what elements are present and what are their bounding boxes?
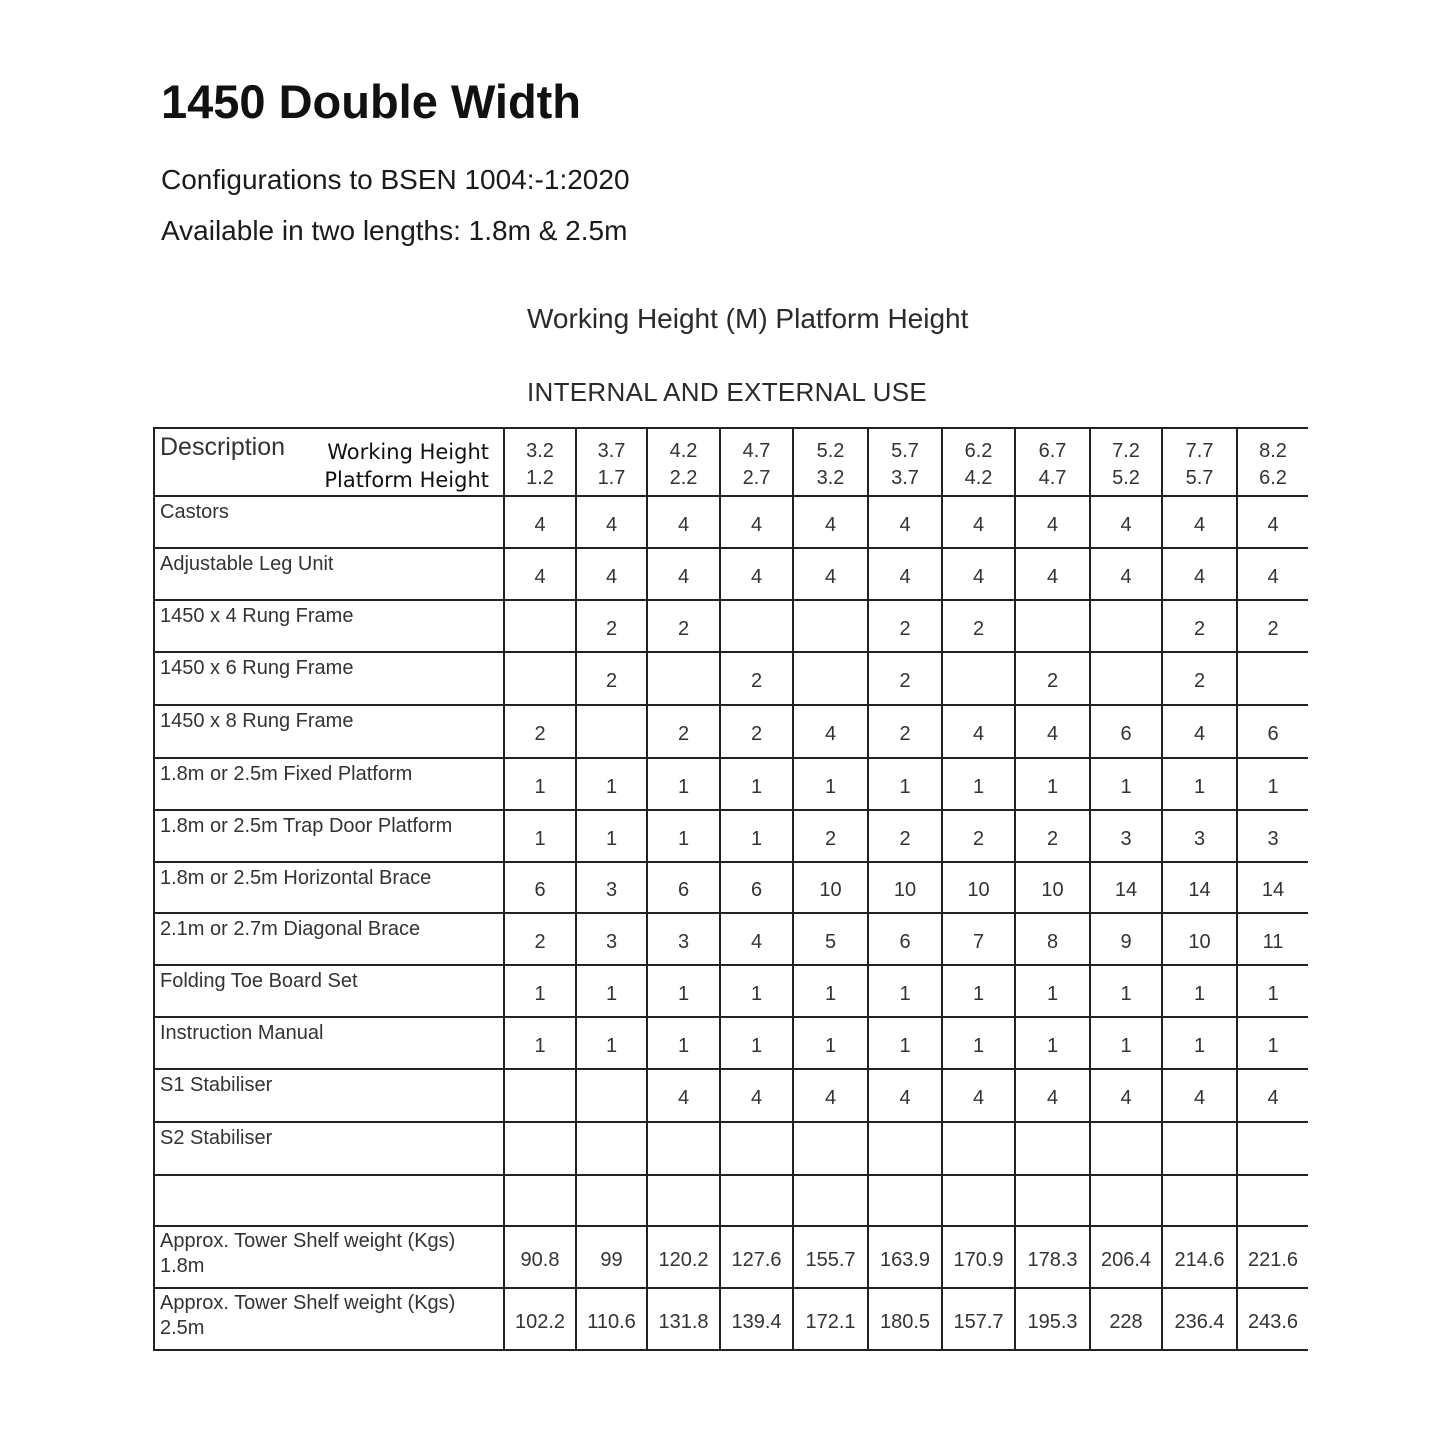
header-height-cell	[793, 428, 868, 496]
quantity-cell: 2	[868, 652, 942, 705]
quantity-cell: 4	[793, 1069, 868, 1122]
weight-cell: 195.3	[1015, 1288, 1090, 1350]
quantity-cell: 1	[1090, 965, 1162, 1017]
quantity-cell: 1	[868, 965, 942, 1017]
quantity-cell: 4	[793, 548, 868, 600]
weight-cell: 228	[1090, 1288, 1162, 1350]
quantity-cell	[504, 1122, 576, 1175]
quantity-cell: 2	[868, 810, 942, 862]
component-label: Castors	[154, 496, 504, 548]
weight-cell: 221.6	[1237, 1226, 1308, 1288]
quantity-cell: 4	[576, 496, 647, 548]
platform-height-value: 5.2	[1112, 467, 1140, 489]
quantity-cell: 10	[1015, 862, 1090, 913]
weight-cell: 243.6	[1237, 1288, 1308, 1350]
table-row	[154, 705, 1308, 758]
configuration-table	[153, 427, 1308, 1351]
quantity-cell: 6	[720, 862, 793, 913]
quantity-cell	[1090, 600, 1162, 652]
platform-height-label: Platform Height	[324, 468, 489, 492]
working-height-value: 7.7	[1185, 440, 1214, 462]
quantity-cell	[793, 600, 868, 652]
quantity-cell: 1	[1162, 1017, 1237, 1069]
quantity-cell: 2	[1162, 652, 1237, 705]
header-height-cell	[1015, 428, 1090, 496]
quantity-cell: 4	[1162, 548, 1237, 600]
header-height-cell	[647, 428, 720, 496]
component-label: 1.8m or 2.5m Trap Door Platform	[154, 810, 504, 862]
weight-cell: 99	[576, 1226, 647, 1288]
quantity-cell: 2	[1162, 600, 1237, 652]
table-caption: Working Height (M) Platform Height	[527, 303, 969, 334]
weight-cell: 157.7	[942, 1288, 1015, 1350]
working-height-value: 7.2	[1112, 440, 1140, 462]
quantity-cell: 4	[942, 1069, 1015, 1122]
header-height-cell	[942, 428, 1015, 496]
working-height-label: Working Height	[327, 440, 489, 464]
quantity-cell: 1	[576, 965, 647, 1017]
weight-cell: 139.4	[720, 1288, 793, 1350]
quantity-cell	[942, 652, 1015, 705]
quantity-cell: 1	[868, 758, 942, 810]
weight-cell: 180.5	[868, 1288, 942, 1350]
platform-height-value: 5.7	[1185, 467, 1214, 489]
quantity-cell	[868, 1175, 942, 1226]
weight-cell: 110.6	[576, 1288, 647, 1350]
quantity-cell	[720, 600, 793, 652]
working-height-value: 5.2	[816, 440, 845, 462]
weight-cell: 206.4	[1090, 1226, 1162, 1288]
standard-subtitle: Configurations to BSEN 1004:-1:2020	[161, 164, 630, 195]
working-height-value: 6.2	[964, 440, 993, 462]
quantity-cell: 1	[1237, 1017, 1308, 1069]
quantity-cell: 4	[1015, 705, 1090, 758]
height-legend	[324, 438, 489, 494]
header-height-cell	[504, 428, 576, 496]
quantity-cell: 6	[1090, 705, 1162, 758]
weight-label	[154, 1226, 504, 1288]
quantity-cell: 10	[868, 862, 942, 913]
weight-label	[154, 1288, 504, 1350]
component-label: 1.8m or 2.5m Horizontal Brace	[154, 862, 504, 913]
quantity-cell	[1015, 1175, 1090, 1226]
quantity-cell: 2	[647, 600, 720, 652]
quantity-cell: 14	[1090, 862, 1162, 913]
quantity-cell: 4	[720, 496, 793, 548]
table-row	[154, 810, 1308, 862]
quantity-cell: 4	[1162, 496, 1237, 548]
table-row	[154, 1175, 1308, 1226]
quantity-cell: 4	[1015, 1069, 1090, 1122]
quantity-cell	[720, 1175, 793, 1226]
quantity-cell	[793, 652, 868, 705]
weight-cell: 120.2	[647, 1226, 720, 1288]
quantity-cell: 4	[942, 705, 1015, 758]
quantity-cell: 1	[1162, 758, 1237, 810]
quantity-cell: 4	[504, 496, 576, 548]
quantity-cell: 1	[647, 1017, 720, 1069]
quantity-cell: 1	[504, 1017, 576, 1069]
quantity-cell: 1	[576, 758, 647, 810]
quantity-cell: 4	[647, 496, 720, 548]
quantity-cell: 6	[1237, 705, 1308, 758]
working-height-value: 3.2	[526, 440, 554, 462]
quantity-cell: 1	[576, 810, 647, 862]
quantity-cell: 1	[647, 810, 720, 862]
quantity-cell: 4	[504, 548, 576, 600]
quantity-cell: 4	[1015, 548, 1090, 600]
quantity-cell: 4	[868, 1069, 942, 1122]
component-label: Folding Toe Board Set	[154, 965, 504, 1017]
quantity-cell	[1237, 652, 1308, 705]
weight-cell: 170.9	[942, 1226, 1015, 1288]
quantity-cell: 1	[793, 965, 868, 1017]
quantity-cell: 1	[793, 1017, 868, 1069]
quantity-cell: 4	[1237, 548, 1308, 600]
use-caption: INTERNAL AND EXTERNAL USE	[527, 377, 928, 407]
header-height-cell	[1090, 428, 1162, 496]
working-height-value: 3.7	[597, 440, 626, 462]
quantity-cell: 1	[647, 758, 720, 810]
quantity-cell: 2	[1015, 810, 1090, 862]
quantity-cell: 4	[1015, 496, 1090, 548]
quantity-cell: 11	[1237, 913, 1308, 965]
quantity-cell: 4	[868, 548, 942, 600]
quantity-cell: 9	[1090, 913, 1162, 965]
platform-height-value: 4.7	[1038, 467, 1067, 489]
quantity-cell: 1	[720, 1017, 793, 1069]
quantity-cell: 4	[793, 705, 868, 758]
quantity-cell: 6	[868, 913, 942, 965]
quantity-cell: 2	[720, 705, 793, 758]
quantity-cell: 4	[1162, 705, 1237, 758]
quantity-cell: 2	[720, 652, 793, 705]
quantity-cell: 4	[720, 913, 793, 965]
quantity-cell: 1	[942, 1017, 1015, 1069]
page-title: 1450 Double Width	[161, 75, 582, 128]
quantity-cell: 1	[1015, 758, 1090, 810]
quantity-cell	[1015, 600, 1090, 652]
quantity-cell: 10	[942, 862, 1015, 913]
quantity-cell: 4	[1162, 1069, 1237, 1122]
quantity-cell	[576, 705, 647, 758]
quantity-cell: 4	[793, 496, 868, 548]
quantity-cell: 4	[942, 548, 1015, 600]
header-height-cell	[868, 428, 942, 496]
component-label: S2 Stabiliser	[154, 1122, 504, 1175]
quantity-cell: 1	[868, 1017, 942, 1069]
table-row	[154, 652, 1308, 705]
quantity-cell	[868, 1122, 942, 1175]
quantity-cell	[1090, 1122, 1162, 1175]
quantity-cell: 4	[647, 1069, 720, 1122]
quantity-cell: 4	[1090, 496, 1162, 548]
table-row	[154, 913, 1308, 965]
quantity-cell	[942, 1175, 1015, 1226]
quantity-cell: 10	[793, 862, 868, 913]
quantity-cell: 6	[647, 862, 720, 913]
working-height-value: 8.2	[1259, 440, 1287, 462]
quantity-cell: 1	[1015, 1017, 1090, 1069]
lengths-subtitle: Available in two lengths: 1.8m & 2.5m	[161, 215, 628, 246]
quantity-cell	[1090, 1175, 1162, 1226]
working-height-value: 4.7	[742, 440, 771, 462]
working-height-value: 4.2	[669, 440, 698, 462]
header-height-cell	[1237, 428, 1308, 496]
quantity-cell: 1	[647, 965, 720, 1017]
platform-height-value: 2.2	[669, 467, 698, 489]
quantity-cell: 2	[504, 913, 576, 965]
weight-label-line2: 2.5m	[160, 1317, 205, 1339]
quantity-cell	[720, 1122, 793, 1175]
quantity-cell: 2	[868, 705, 942, 758]
quantity-cell: 1	[1090, 1017, 1162, 1069]
quantity-cell: 4	[1237, 1069, 1308, 1122]
weight-label-line2: 1.8m	[160, 1255, 205, 1277]
quantity-cell: 1	[720, 810, 793, 862]
component-label: Adjustable Leg Unit	[154, 548, 504, 600]
quantity-cell: 2	[1237, 600, 1308, 652]
platform-height-value: 2.7	[742, 467, 771, 489]
quantity-cell: 4	[720, 1069, 793, 1122]
weight-cell: 155.7	[793, 1226, 868, 1288]
quantity-cell: 2	[793, 810, 868, 862]
quantity-cell	[504, 1069, 576, 1122]
weight-cell: 102.2	[504, 1288, 576, 1350]
quantity-cell	[1237, 1122, 1308, 1175]
quantity-cell: 2	[942, 810, 1015, 862]
component-label: 2.1m or 2.7m Diagonal Brace	[154, 913, 504, 965]
quantity-cell: 1	[504, 758, 576, 810]
platform-height-value: 4.2	[964, 467, 993, 489]
quantity-cell: 2	[647, 705, 720, 758]
quantity-cell: 4	[576, 548, 647, 600]
weight-cell: 131.8	[647, 1288, 720, 1350]
quantity-cell: 5	[793, 913, 868, 965]
weight-label-line1: Approx. Tower Shelf weight (Kgs)	[160, 1230, 456, 1252]
platform-height-value: 1.7	[597, 467, 626, 489]
quantity-cell: 1	[720, 965, 793, 1017]
quantity-cell	[576, 1175, 647, 1226]
component-label: S1 Stabiliser	[154, 1069, 504, 1122]
quantity-cell: 1	[504, 965, 576, 1017]
quantity-cell	[1162, 1122, 1237, 1175]
weight-cell: 172.1	[793, 1288, 868, 1350]
quantity-cell: 1	[1162, 965, 1237, 1017]
quantity-cell: 1	[1237, 965, 1308, 1017]
quantity-cell: 2	[942, 600, 1015, 652]
header-description-cell	[154, 428, 504, 496]
weight-cell: 214.6	[1162, 1226, 1237, 1288]
quantity-cell: 8	[1015, 913, 1090, 965]
quantity-cell: 2	[576, 600, 647, 652]
quantity-cell	[504, 652, 576, 705]
quantity-cell: 1	[942, 965, 1015, 1017]
quantity-cell	[647, 1122, 720, 1175]
quantity-cell: 3	[647, 913, 720, 965]
quantity-cell: 4	[1090, 1069, 1162, 1122]
quantity-cell: 3	[1090, 810, 1162, 862]
quantity-cell: 1	[942, 758, 1015, 810]
quantity-cell: 1	[576, 1017, 647, 1069]
component-label: 1450 x 8 Rung Frame	[154, 705, 504, 758]
header-height-cell	[1162, 428, 1237, 496]
platform-height-value: 1.2	[526, 467, 554, 489]
quantity-cell: 3	[576, 913, 647, 965]
platform-height-value: 3.7	[891, 467, 919, 489]
quantity-cell: 14	[1237, 862, 1308, 913]
quantity-cell: 4	[1090, 548, 1162, 600]
header-height-cell	[720, 428, 793, 496]
quantity-cell: 1	[793, 758, 868, 810]
component-label: 1450 x 6 Rung Frame	[154, 652, 504, 705]
component-label: 1.8m or 2.5m Fixed Platform	[154, 758, 504, 810]
component-label	[154, 1175, 504, 1226]
platform-height-value: 6.2	[1259, 467, 1287, 489]
quantity-cell: 3	[1162, 810, 1237, 862]
quantity-cell: 3	[576, 862, 647, 913]
component-label: 1450 x 4 Rung Frame	[154, 600, 504, 652]
quantity-cell	[1162, 1175, 1237, 1226]
quantity-cell: 3	[1237, 810, 1308, 862]
table-row	[154, 600, 1308, 652]
quantity-cell	[504, 600, 576, 652]
quantity-cell: 10	[1162, 913, 1237, 965]
working-height-value: 6.7	[1038, 440, 1067, 462]
weight-row	[154, 1226, 1308, 1288]
quantity-cell	[647, 652, 720, 705]
description-header: Description	[160, 433, 286, 461]
table-row	[154, 1017, 1308, 1069]
quantity-cell	[793, 1122, 868, 1175]
quantity-cell: 14	[1162, 862, 1237, 913]
quantity-cell: 1	[1090, 758, 1162, 810]
table-row	[154, 862, 1308, 913]
quantity-cell: 4	[942, 496, 1015, 548]
quantity-cell: 2	[868, 600, 942, 652]
quantity-cell: 2	[1015, 652, 1090, 705]
quantity-cell: 1	[504, 810, 576, 862]
quantity-cell: 2	[504, 705, 576, 758]
weight-cell: 163.9	[868, 1226, 942, 1288]
weight-cell: 236.4	[1162, 1288, 1237, 1350]
quantity-cell: 1	[1015, 965, 1090, 1017]
component-label: Instruction Manual	[154, 1017, 504, 1069]
quantity-cell: 2	[576, 652, 647, 705]
quantity-cell: 1	[720, 758, 793, 810]
table-body	[154, 428, 1308, 1350]
quantity-cell	[576, 1069, 647, 1122]
weight-row	[154, 1288, 1308, 1350]
table-header-row	[154, 428, 1308, 496]
quantity-cell	[504, 1175, 576, 1226]
quantity-cell: 4	[720, 548, 793, 600]
quantity-cell: 4	[647, 548, 720, 600]
quantity-cell: 6	[504, 862, 576, 913]
weight-label-line1: Approx. Tower Shelf weight (Kgs)	[160, 1292, 456, 1314]
weight-cell: 127.6	[720, 1226, 793, 1288]
quantity-cell	[647, 1175, 720, 1226]
working-height-value: 5.7	[891, 440, 919, 462]
table-row	[154, 1069, 1308, 1122]
quantity-cell	[793, 1175, 868, 1226]
header-height-cell	[576, 428, 647, 496]
weight-cell: 178.3	[1015, 1226, 1090, 1288]
quantity-cell	[1090, 652, 1162, 705]
table-row	[154, 965, 1308, 1017]
table-row	[154, 1122, 1308, 1175]
quantity-cell: 7	[942, 913, 1015, 965]
quantity-cell: 4	[868, 496, 942, 548]
table-row	[154, 548, 1308, 600]
platform-height-value: 3.2	[816, 467, 845, 489]
quantity-cell: 4	[1237, 496, 1308, 548]
quantity-cell	[942, 1122, 1015, 1175]
quantity-cell	[1237, 1175, 1308, 1226]
table-row	[154, 496, 1308, 548]
quantity-cell	[1015, 1122, 1090, 1175]
quantity-cell	[576, 1122, 647, 1175]
weight-cell: 90.8	[504, 1226, 576, 1288]
table-row	[154, 758, 1308, 810]
quantity-cell: 1	[1237, 758, 1308, 810]
